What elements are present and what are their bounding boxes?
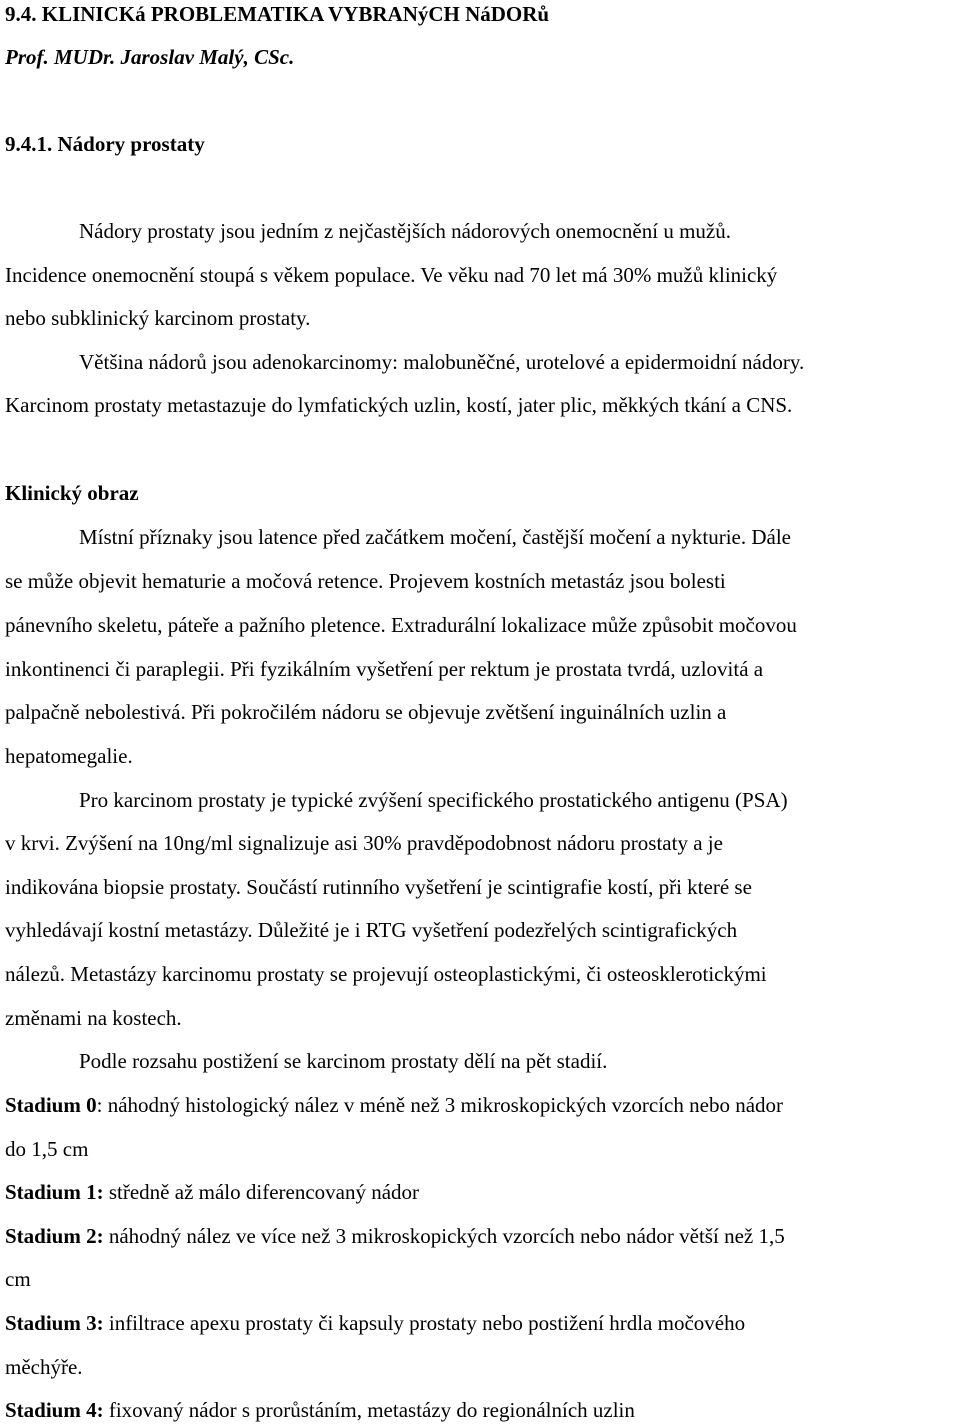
intro-line: Karcinom prostaty metastazuje do lymfatických uzlin, kostí, jater plic, měkkých tkání a CNS. xyxy=(5,393,793,417)
stage-label: Stadium 3: xyxy=(5,1311,104,1335)
stage-text: náhodný nález ve více než 3 mikroskopických vzorcích nebo nádor větší než 1,5 xyxy=(108,1224,785,1248)
clinical-line: pánevního skeletu, páteře a pažního pletence. Extradurální lokalizace může způsobit močovou xyxy=(5,613,797,637)
clinical-line: se může objevit hematurie a močová retence. Projevem kostních metastáz jsou bolesti xyxy=(5,569,726,593)
stage-2 xyxy=(5,1224,785,1248)
clinical-line: inkontinenci či paraplegii. Při fyzikálním vyšetření per rektum je prostata tvrdá, uzlovitá a xyxy=(5,657,764,681)
stage-label: Stadium 4: xyxy=(5,1398,104,1422)
intro-line: Většina nádorů jsou adenokarcinomy: malobuněčné, urotelové a epidermoidní nádory. xyxy=(79,350,805,374)
clinical-line: hepatomegalie. xyxy=(5,744,133,768)
clinical-line: v krvi. Zvýšení na 10ng/ml signalizuje asi 30% pravděpodobnost nádoru prostaty a je xyxy=(5,831,723,855)
clinical-line: indikována biopsie prostaty. Součástí rutinního vyšetření je scintigrafie kostí, při které se xyxy=(5,875,752,899)
intro-line: Nádory prostaty jsou jedním z nejčastějších nádorových onemocnění u mužů. xyxy=(79,219,731,243)
stage-2-continuation: cm xyxy=(5,1267,31,1291)
stage-label: Stadium 1: xyxy=(5,1180,104,1204)
stage-3-continuation: měchýře. xyxy=(5,1355,83,1379)
intro-line: Incidence onemocnění stoupá s věkem populace. Ve věku nad 70 let má 30% mužů klinický xyxy=(5,263,778,287)
stage-text: náhodný histologický nález v méně než 3 mikroskopických vzorcích nebo nádor xyxy=(107,1093,784,1117)
stage-0 xyxy=(5,1093,783,1117)
intro-line: nebo subklinický karcinom prostaty. xyxy=(5,306,311,330)
stage-text: infiltrace apexu prostaty či kapsuly prostaty nebo postižení hrdla močového xyxy=(108,1311,746,1335)
stage-0-continuation: do 1,5 cm xyxy=(5,1137,89,1161)
stage-1 xyxy=(5,1180,419,1204)
stage-label: Stadium 0 xyxy=(5,1093,97,1117)
stage-3 xyxy=(5,1311,745,1335)
clinical-line: Místní příznaky jsou latence před začátkem močení, častější močení a nykturie. Dále xyxy=(79,525,791,549)
clinical-heading: Klinický obraz xyxy=(5,481,139,505)
stage-text: fixovaný nádor s prorůstáním, metastázy do regionálních uzlin xyxy=(108,1398,635,1422)
author-line: Prof. MUDr. Jaroslav Malý, CSc. xyxy=(5,45,295,69)
stage-text: středně až málo diferencovaný nádor xyxy=(108,1180,420,1204)
chapter-title: 9.4. KLINICKá PROBLEMATIKA VYBRANýCH NáDORů xyxy=(5,2,550,26)
clinical-line: Pro karcinom prostaty je typické zvýšení specifického prostatického antigenu (PSA) xyxy=(79,788,788,812)
section-title: 9.4.1. Nádory prostaty xyxy=(5,132,205,156)
clinical-line: změnami na kostech. xyxy=(5,1006,182,1030)
clinical-line: vyhledávají kostní metastázy. Důležité je i RTG vyšetření podezřelých scintigrafických xyxy=(5,918,738,942)
stage-separator: : xyxy=(96,1093,108,1117)
stage-4 xyxy=(5,1398,635,1422)
stage-label: Stadium 2: xyxy=(5,1224,104,1248)
clinical-line: palpačně nebolestivá. Při pokročilém nádoru se objevuje zvětšení inguinálních uzlin a xyxy=(5,700,727,724)
clinical-line: nálezů. Metastázy karcinomu prostaty se projevují osteoplastickými, či osteosklerotickými xyxy=(5,962,767,986)
clinical-line: Podle rozsahu postižení se karcinom prostaty dělí na pět stadií. xyxy=(79,1049,608,1073)
